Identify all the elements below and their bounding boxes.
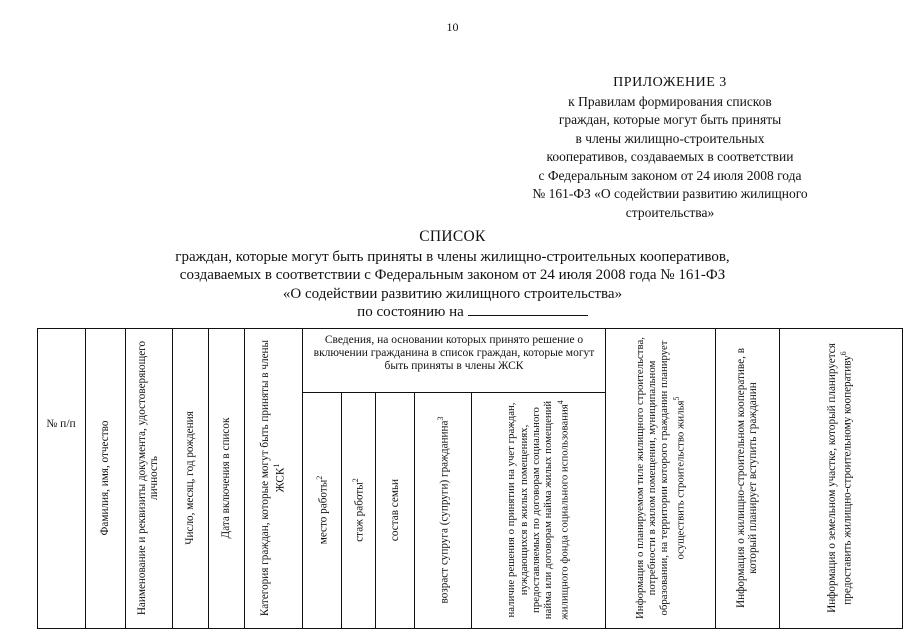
header-category <box>253 333 293 623</box>
col-line <box>715 328 716 628</box>
header-birth-date <box>174 333 206 623</box>
footnote-mark: 3 <box>435 416 445 421</box>
col-line <box>125 328 126 628</box>
list-title: СПИСОК <box>419 228 486 245</box>
appendix-line: к Правилам формирования списков <box>568 93 772 109</box>
header-name-text: Фамилия, имя, отчество <box>98 420 111 536</box>
table-border-bottom <box>37 628 903 629</box>
appendix-line: граждан, которые могут быть приняты <box>558 112 782 127</box>
appendix-line: с Федеральным законом от 24 июля 2008 года <box>538 167 802 183</box>
header-birth-date-text: Число, месяц, год рождения <box>183 411 196 545</box>
list-heading <box>0 228 905 322</box>
col-line <box>341 392 342 628</box>
appendix-line: кооперативов, создаваемых в соответствии <box>546 149 794 164</box>
col-line <box>244 328 245 628</box>
appendix-title: ПРИЛОЖЕНИЕ 3 <box>613 75 727 90</box>
col-line <box>471 392 472 628</box>
header-family-text: состав семьи <box>388 478 401 542</box>
col-line <box>605 328 606 628</box>
header-spouse-age-text: возраст супруга (супруги) гражданина <box>438 420 451 604</box>
as-of-line <box>0 303 905 322</box>
group-divider <box>302 392 605 393</box>
footnote-mark: 5 <box>671 396 681 401</box>
header-workplace-text: место работы <box>317 479 330 545</box>
header-coop-info-text: Информация о жилищно-строительном кооперативе, в который планирует вступить гражданин <box>734 348 759 608</box>
footnote-mark: 4 <box>555 400 565 405</box>
header-group-info <box>306 334 602 373</box>
col-line <box>375 392 376 628</box>
header-land-info-text: Информация о земельном участке, который планируется предоставить жилищно-строительному кооперативу <box>825 343 854 613</box>
header-inclusion-date-text: Дата включения в список <box>219 417 232 539</box>
header-id-document <box>128 333 168 623</box>
header-num-text: № п/п <box>46 418 76 430</box>
col-line <box>172 328 173 628</box>
header-category-text: Категория граждан, которые могут быть приняты в члены ЖСК <box>258 339 287 617</box>
col-line <box>902 328 903 628</box>
appendix-line: в члены жилищно-строительных <box>575 130 765 146</box>
footnote-mark: 2 <box>314 475 324 480</box>
header-housing-decision-text: наличие решения о принятии на учет граждан, нуждающихся в жилых помещениях, предоставляемых по договорам социального найма или договорам найма жилых помещений жилищного фонда социального использования <box>505 400 571 620</box>
footnote-mark: 6 <box>839 351 849 356</box>
footnote-mark: 1 <box>272 463 282 468</box>
col-line <box>85 328 86 628</box>
appendix-line: № 161-ФЗ «О содействии развитию жилищного <box>532 186 808 201</box>
col-line <box>208 328 209 628</box>
header-id-document-text: Наименование и реквизиты документа, удостоверяющего личность <box>135 340 160 616</box>
header-inclusion-date <box>210 333 242 623</box>
col-line <box>779 328 780 628</box>
list-subtitle-line: создаваемых в соответствии с Федеральным законом от 24 июля 2008 года № 161-ФЗ <box>179 267 726 283</box>
appendix-block <box>520 74 820 222</box>
as-of-label: по состоянию на <box>357 304 464 320</box>
header-workplace <box>307 396 337 624</box>
col-line <box>302 328 303 628</box>
header-work-experience-text: стаж работы <box>353 482 366 542</box>
list-subtitle-line: «О содействии развитию жилищного строительства» <box>282 285 623 302</box>
header-name <box>87 333 123 623</box>
header-land-info <box>785 333 895 623</box>
header-group-info-text: Сведения, на основании которых принято решение о включении гражданина в список граждан, которые могут быть приняты в члены ЖСК <box>313 334 595 372</box>
header-spouse-age <box>423 396 463 624</box>
page-number: 10 <box>446 20 459 34</box>
col-line <box>37 328 38 628</box>
header-housing-decision <box>474 395 602 625</box>
header-coop-info <box>719 333 775 623</box>
appendix-line: строительства» <box>625 204 715 220</box>
header-num <box>39 418 83 431</box>
list-subtitle-line: граждан, которые могут быть приняты в члены жилищно-строительных кооперативов, <box>175 248 730 265</box>
as-of-blank[interactable] <box>468 303 588 316</box>
table-border-top <box>37 328 903 329</box>
col-line <box>414 392 415 628</box>
footnote-mark: 2 <box>350 478 360 483</box>
header-construction-info <box>608 333 712 623</box>
header-work-experience <box>344 396 372 624</box>
header-family <box>380 396 410 624</box>
header-construction-info-text: Информация о планируемом тиле жилищного строительства, потребности в жилом помещении, муниципальном образовании, на территории которого гражданин планирует осуществить строительство жилья <box>633 337 687 619</box>
